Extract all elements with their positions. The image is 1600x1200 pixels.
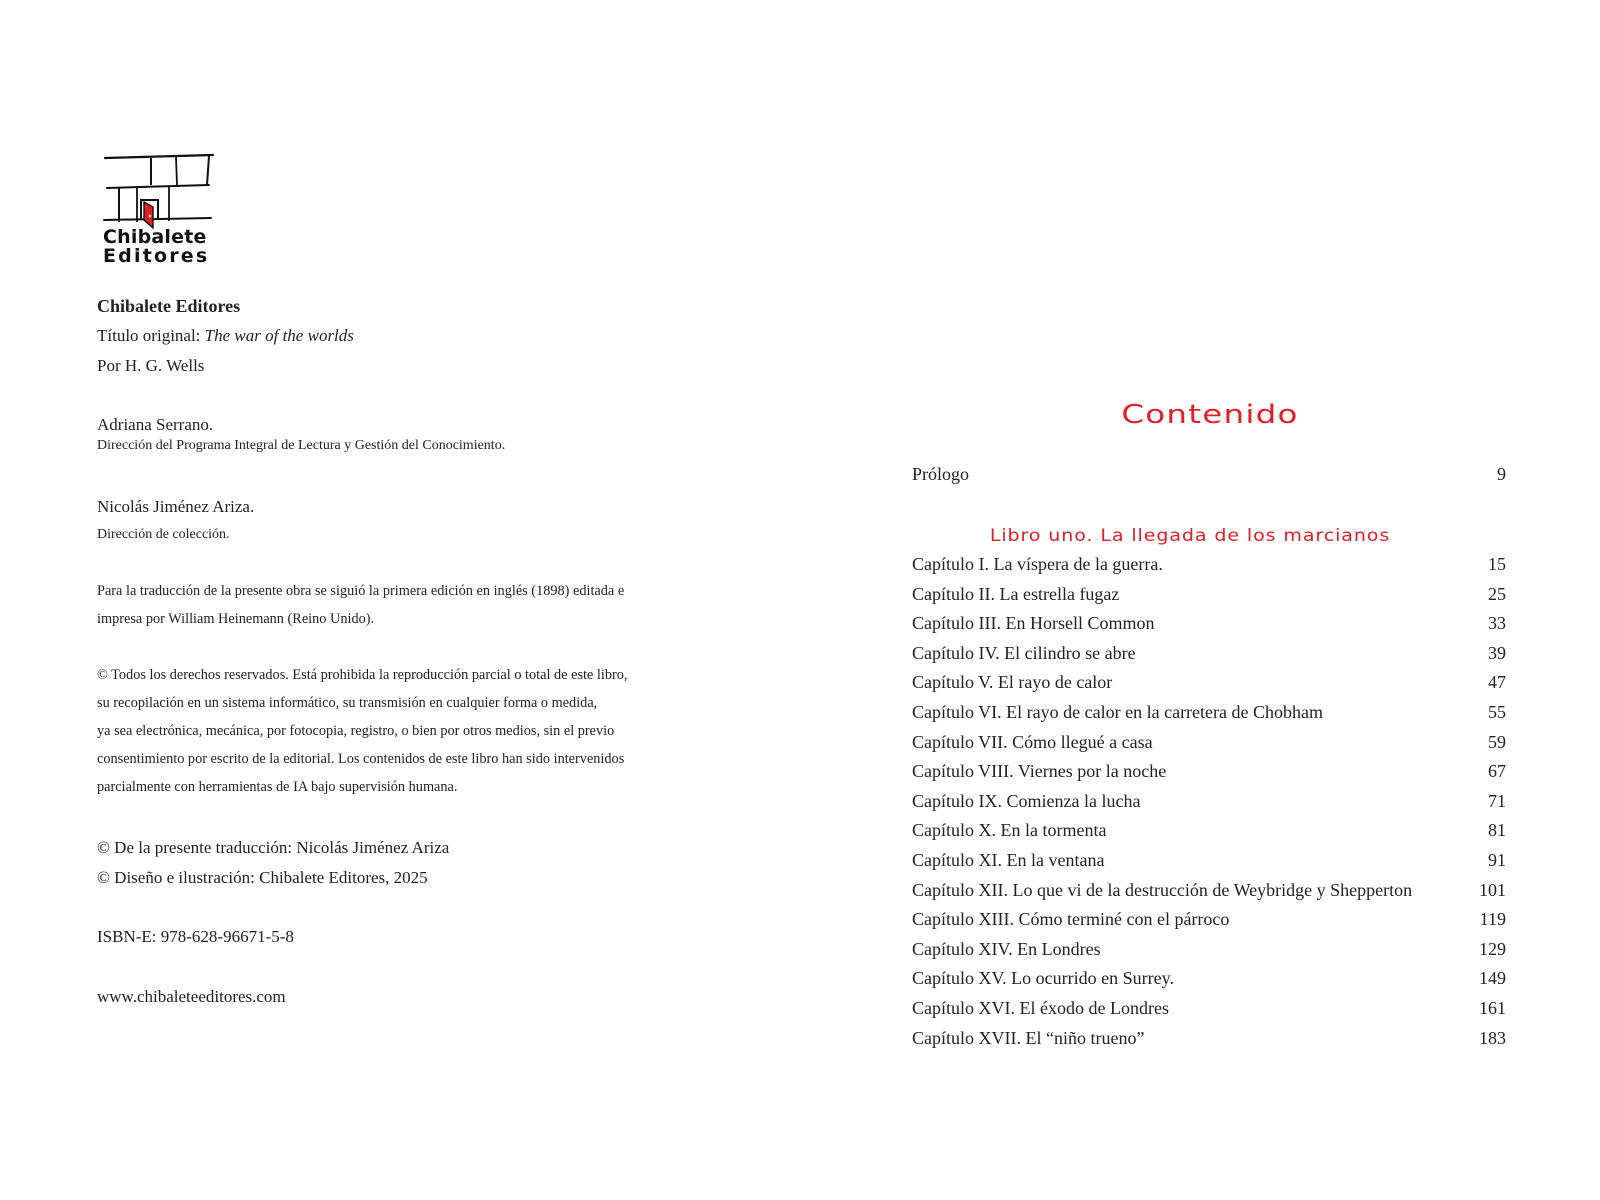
- toc-entry-page: 81: [1488, 820, 1506, 840]
- translation-credit: © De la presente traducción: Nicolás Jiménez Ariza: [97, 838, 450, 857]
- rights-note-line: consentimiento por escrito de la editorial. Los contenidos de este libro han sido intervenidos: [97, 751, 625, 767]
- publisher-name: Chibalete Editores: [97, 296, 241, 316]
- translation-note-line: impresa por William Heinemann (Reino Unido).: [97, 611, 375, 627]
- toc-entry-page: 59: [1488, 732, 1506, 752]
- toc-entry-page: 67: [1488, 761, 1506, 781]
- logo-line-2: Editores: [103, 245, 210, 267]
- toc-entry-page: 119: [1479, 909, 1506, 929]
- toc-entry-page: 129: [1479, 939, 1506, 959]
- design-credit: © Diseño e ilustración: Chibalete Editores, 2025: [97, 868, 428, 887]
- toc-entry-label: Capítulo XVI. El éxodo de Londres: [912, 998, 1169, 1018]
- toc-entry-chapter[interactable]: [912, 998, 1506, 1019]
- toc-entry-page: 183: [1479, 1028, 1506, 1048]
- toc-entry-chapter[interactable]: [912, 554, 1506, 575]
- toc-entry-prologue[interactable]: [912, 464, 1506, 485]
- isbn: ISBN-E: 978-628-96671-5-8: [97, 927, 294, 946]
- toc-entry-chapter[interactable]: [912, 584, 1506, 605]
- rights-note-line: ya sea electrónica, mecánica, por fotocopia, registro, o bien por otros medios, sin el previo: [97, 723, 615, 739]
- person1-name: Adriana Serrano.: [97, 415, 214, 434]
- translation-note: [97, 577, 697, 633]
- toc-entry-label: Capítulo VIII. Viernes por la noche: [912, 761, 1167, 781]
- toc-entry-chapter[interactable]: [912, 761, 1506, 782]
- toc-entry-page: 47: [1488, 672, 1506, 692]
- toc-entry-page: 9: [1497, 464, 1506, 484]
- toc-entry-page: 149: [1479, 968, 1506, 988]
- toc-entry-label: Capítulo VII. Cómo llegué a casa: [912, 732, 1153, 752]
- toc-entry-page: 91: [1488, 850, 1506, 870]
- toc-entry-chapter[interactable]: [912, 939, 1506, 960]
- original-title-label: Título original:: [97, 326, 205, 345]
- toc-entry-label: Capítulo X. En la tormenta: [912, 820, 1107, 840]
- publisher-logo: [103, 152, 225, 272]
- toc-entry-chapter[interactable]: [912, 643, 1506, 664]
- toc-entry-chapter[interactable]: [912, 909, 1506, 930]
- website-link[interactable]: www.chibaleteeditores.com: [97, 987, 286, 1006]
- toc-entry-chapter[interactable]: [912, 613, 1506, 634]
- toc-entry-chapter[interactable]: [912, 1028, 1506, 1049]
- toc-entry-page: 15: [1488, 554, 1506, 574]
- toc-entry-label: Capítulo XIII. Cómo terminé con el párroco: [912, 909, 1230, 929]
- toc-entry-label: Capítulo VI. El rayo de calor en la carretera de Chobham: [912, 702, 1324, 722]
- person2-name: Nicolás Jiménez Ariza.: [97, 497, 255, 516]
- author-line: Por H. G. Wells: [97, 356, 205, 375]
- toc-entry-label: Capítulo XII. Lo que vi de la destrucción de Weybridge y Shepperton: [912, 880, 1413, 900]
- rights-note-line: parcialmente con herramientas de IA bajo supervisión humana.: [97, 779, 458, 795]
- toc-entry-chapter[interactable]: [912, 702, 1506, 723]
- toc-entry-chapter[interactable]: [912, 968, 1506, 989]
- door-wall-icon: [103, 152, 225, 232]
- toc-entry-chapter[interactable]: [912, 850, 1506, 871]
- toc-entry-label: Capítulo I. La víspera de la guerra.: [912, 554, 1163, 574]
- translation-note-line: Para la traducción de la presente obra se siguió la primera edición en inglés (1898) editada e: [97, 583, 625, 599]
- toc-entry-label: Capítulo IV. El cilindro se abre: [912, 643, 1136, 663]
- toc-entry-page: 55: [1488, 702, 1506, 722]
- person1-role: Dirección del Programa Integral de Lectura y Gestión del Conocimiento.: [97, 438, 506, 453]
- toc-entry-label: Prólogo: [912, 464, 970, 484]
- toc-entry-chapter[interactable]: [912, 880, 1506, 901]
- toc-entry-label: Capítulo IX. Comienza la lucha: [912, 791, 1141, 811]
- toc-section-title: Libro uno. La llegada de los marcianos: [989, 526, 1391, 546]
- original-title-line: [97, 326, 354, 346]
- toc-entry-label: Capítulo II. La estrella fugaz: [912, 584, 1120, 604]
- toc-entry-page: 25: [1488, 584, 1506, 604]
- toc-entry-label: Capítulo XIV. En Londres: [912, 939, 1101, 959]
- toc-entry-page: 33: [1488, 613, 1506, 633]
- rights-note-line: © Todos los derechos reservados. Está prohibida la reproducción parcial o total de este libro,: [97, 667, 628, 683]
- logo-line-1: Chibalete: [103, 226, 207, 248]
- rights-note-line: su recopilación en un sistema informático, su transmisión en cualquier forma o medida,: [97, 695, 598, 711]
- toc-entry-page: 161: [1479, 998, 1506, 1018]
- person2-role: Dirección de colección.: [97, 527, 230, 542]
- toc-entry-chapter[interactable]: [912, 672, 1506, 693]
- rights-note: [97, 661, 697, 801]
- toc-entry-page: 39: [1488, 643, 1506, 663]
- logo-wordmark: [103, 228, 225, 266]
- toc-entry-label: Capítulo XVII. El “niño trueno”: [912, 1028, 1145, 1048]
- toc-entry-chapter[interactable]: [912, 820, 1506, 841]
- toc-entry-chapter[interactable]: [912, 732, 1506, 753]
- toc-entry-label: Capítulo XI. En la ventana: [912, 850, 1105, 870]
- toc-entry-chapter[interactable]: [912, 791, 1506, 812]
- toc-entry-label: Capítulo V. El rayo de calor: [912, 672, 1113, 692]
- toc-entry-label: Capítulo III. En Horsell Common: [912, 613, 1155, 633]
- toc-entry-page: 101: [1479, 880, 1506, 900]
- toc-entry-label: Capítulo XV. Lo ocurrido en Surrey.: [912, 968, 1174, 988]
- toc-entry-page: 71: [1488, 791, 1506, 811]
- toc-title: Contenido: [1121, 400, 1299, 430]
- original-title: The war of the worlds: [204, 326, 354, 345]
